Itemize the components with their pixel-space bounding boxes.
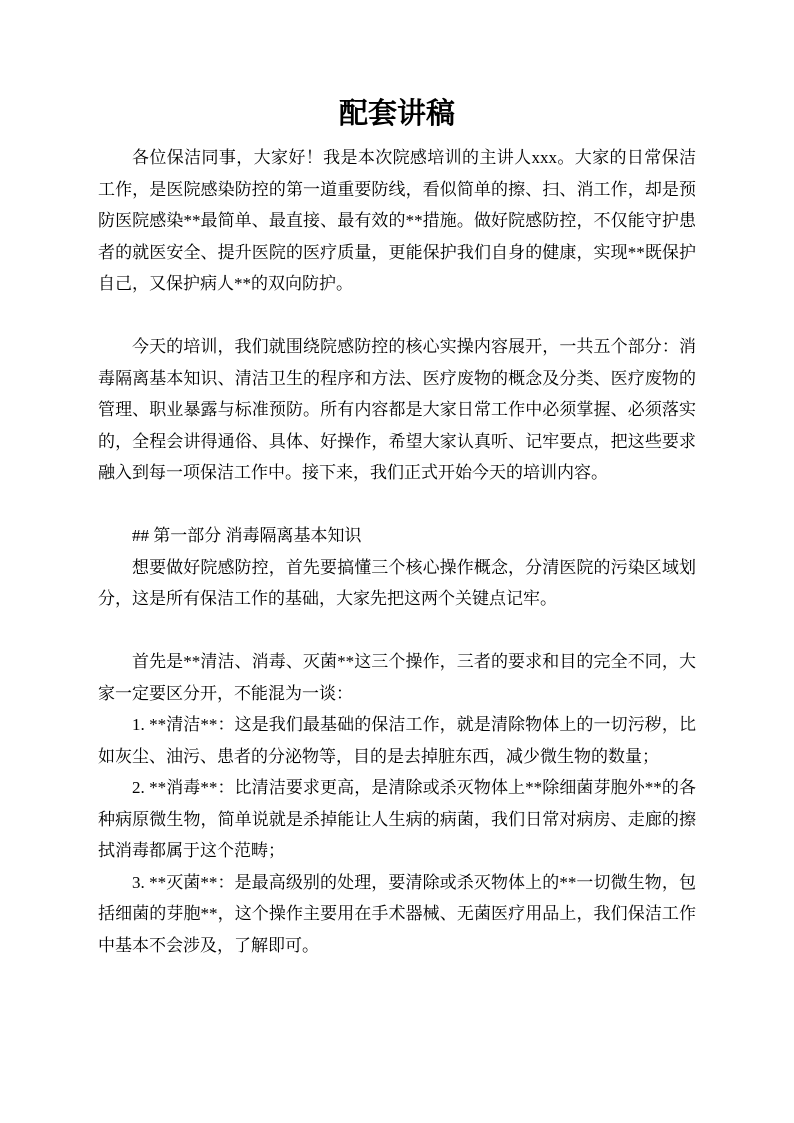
paragraph-overview: 今天的培训，我们就围绕院感防控的核心实操内容展开，一共五个部分：消毒隔离基本知识、清洁卫生的程序和方法、医疗废物的概念及分类、医疗废物的管理、职业暴露与标准预防。所有内容都是大家日常工作中必须掌握、必须落实的，全程会讲得通俗、具体、好操作，希望大家认真听、记牢要点，把这些要求融入到每一项保洁工作中。接下来，我们正式开始今天的培训内容。 bbox=[98, 337, 696, 482]
section-heading-part1: ## 第一部分 消毒隔离基本知识 bbox=[132, 526, 362, 545]
paragraph-intro: 各位保洁同事，大家好！我是本次院感培训的主讲人xxx。大家的日常保洁工作，是医院感染防控的第一道重要防线，看似简单的擦、扫、消工作，却是预防医院感染**最简单、最直接、最有效的**措施。做好院感防控，不仅能守护患者的就医安全、提升医院的医疗质量，更能保护我们自身的健康，实现**既保护自己，又保护病人**的双向防护。 bbox=[98, 148, 696, 293]
list-item-sterilization: 3. **灭菌**：是最高级别的处理，要清除或杀灭物体上的**一切微生物，包括细菌的芽胞**，这个操作主要用在手术器械、无菌医疗用品上，我们保洁工作中基本不会涉及，了解即可。 bbox=[98, 872, 696, 955]
paragraph-part1-lead: 想要做好院感防控，首先要搞懂三个核心操作概念，分清医院的污染区域划分，这是所有保洁工作的基础，大家先把这两个关键点记牢。 bbox=[98, 557, 696, 608]
list-item-cleaning: 1. **清洁**：这是我们最基础的保洁工作，就是清除物体上的一切污秽，比如灰尘、油污、患者的分泌物等，目的是去掉脏东西，减少微生物的数量； bbox=[98, 715, 696, 766]
paragraph-concepts-lead: 首先是**清洁、消毒、灭菌**这三个操作，三者的要求和目的完全不同，大家一定要区分开，不能混为一谈： bbox=[98, 652, 696, 703]
list-item-disinfection: 2. **消毒**：比清洁要求更高，是清除或杀灭物体上**除细菌芽胞外**的各种病原微生物，简单说就是杀掉能让人生病的病菌，我们日常对病房、走廊的擦拭消毒都属于这个范畴； bbox=[98, 778, 696, 860]
document-title: 配套讲稿 bbox=[338, 98, 455, 130]
document-content bbox=[98, 94, 696, 961]
